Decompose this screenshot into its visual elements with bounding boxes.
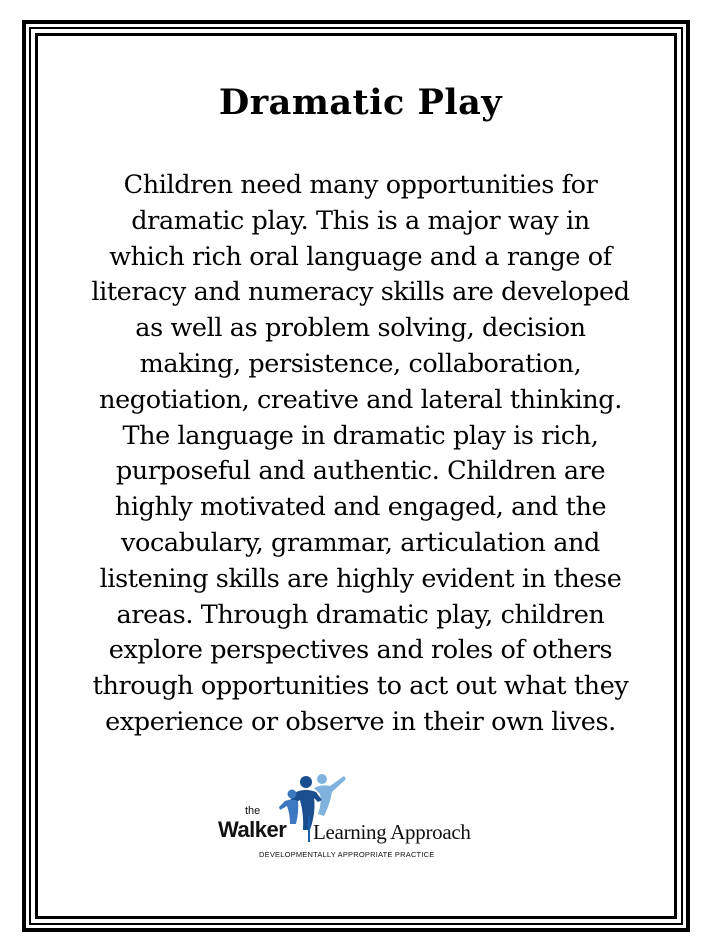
body-line: experience or observe in their own lives. xyxy=(105,706,616,737)
body-line: Children need many opportunities for xyxy=(123,170,598,200)
body-line: vocabulary, grammar, articulation and xyxy=(121,527,600,558)
logo-learning-approach-text: Learning Approach xyxy=(313,820,471,844)
body-line: highly motivated and engaged, and the xyxy=(114,492,607,523)
logo-divider xyxy=(308,816,310,842)
body-line: The language in dramatic play is rich, xyxy=(122,420,599,451)
body-line: which rich oral language and a range of xyxy=(109,241,612,272)
body-line: literacy and numeracy skills are developed xyxy=(91,277,630,308)
page-title: Dramatic Play xyxy=(218,82,503,123)
body-line: areas. Through dramatic play, children xyxy=(116,599,605,630)
body-paragraph xyxy=(40,168,681,741)
body-line: explore perspectives and roles of others xyxy=(108,635,613,666)
logo-the-text: the xyxy=(245,805,261,817)
logo-tagline: DEVELOPMENTALLY APPROPRIATE PRACTICE xyxy=(259,850,435,859)
body-line: making, persistence, collaboration, xyxy=(139,348,582,379)
body-line: negotiation, creative and lateral thinking. xyxy=(99,384,622,415)
body-line: as well as problem solving, decision xyxy=(135,313,586,344)
body-line: dramatic play. This is a major way in xyxy=(131,205,590,236)
body-line: purposeful and authentic. Children are xyxy=(115,456,606,487)
walker-learning-logo xyxy=(215,770,505,865)
body-line: through opportunities to act out what they xyxy=(92,671,629,702)
body-line: listening skills are highly evident in these xyxy=(99,563,622,594)
logo-walker-text: Walker xyxy=(218,817,287,842)
